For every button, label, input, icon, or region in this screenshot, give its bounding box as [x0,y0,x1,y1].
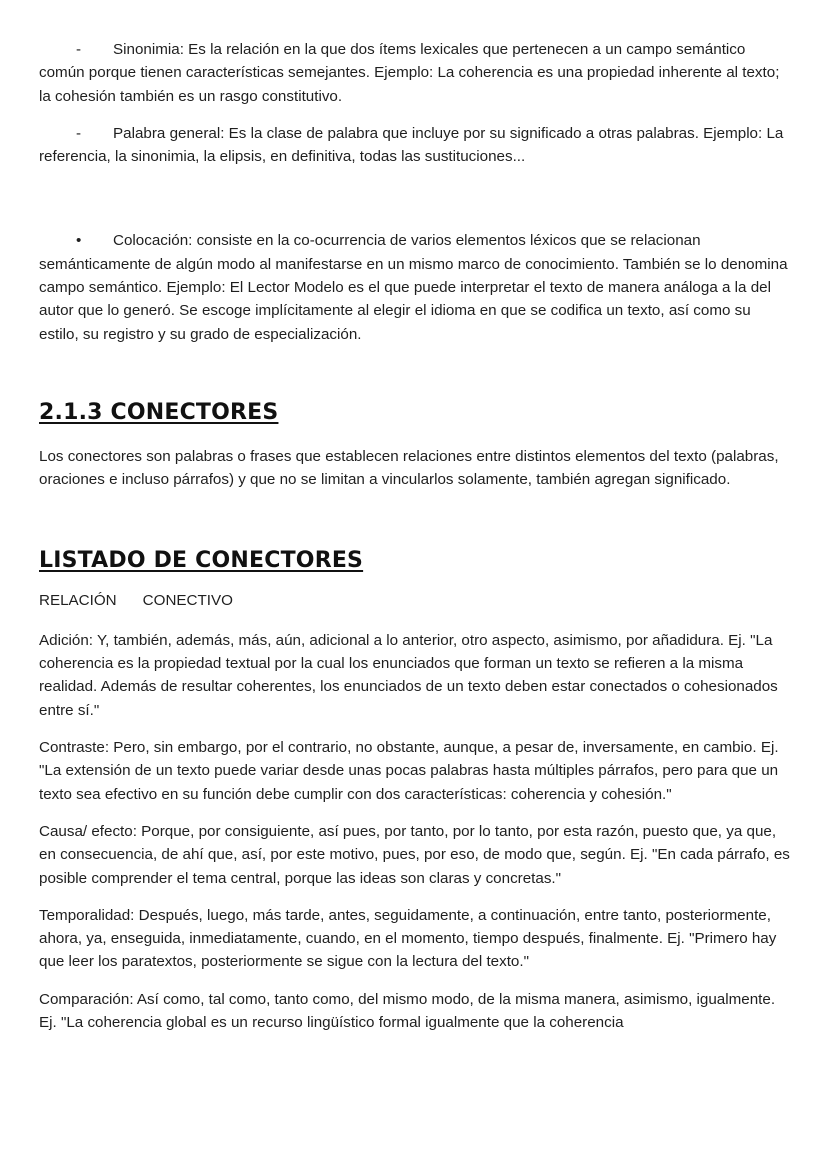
section-heading-conectores: 2.1.3 CONECTORES [39,399,279,425]
connector-entry: Causa/ efecto: Porque, por consiguiente, así pues, por tanto, por lo tanto, por esta razón, puesto que, ya que, en consecuencia, de ahí que, así, por este motivo, pues, por eso, de modo que, según. Ej. "En cada párrafo, es posible comprender el tema central, porque las ideas son claras y concretas." [39,822,790,887]
column-header-relation: RELACIÓN [39,591,117,609]
connector-entry: Contraste: Pero, sin embargo, por el contrario, no obstante, aunque, a pesar de, inversamente, en cambio. Ej. "La extensión de un texto puede variar desde unas pocas palabras hasta múltiples párrafos, pero para que un texto sea efectivo en su función debe cumplir con dos características: coherencia y cohesión." [39,739,779,803]
connector-entry: Temporalidad: Después, luego, más tarde, antes, seguidamente, a continuación, entre tanto, posteriormente, ahora, ya, enseguida, inmediatamente, cuando, en el momento, tiempo después, finalmente. Ej. "Primero hay que leer los paratextos, posteriormente se sigue con la lectura del texto." [39,906,777,971]
section-paragraph: Los conectores son palabras o frases que establecen relaciones entre distintos elementos del texto (palabras, oraciones e incluso párrafos) y que no se limitan a vincularlos solamente, también agregan significado. [39,447,779,489]
connector-entry: Adición: Y, también, además, más, aún, adicional a lo anterior, otro aspecto, asimismo, por añadidura. Ej. "La coherencia es la propiedad textual por la cual los enunciados que forman un texto se refieren a la misma realidad. Además de resultar coherentes, los enunciados de un texto deben estar conectados o cohesionados entre sí." [39,631,778,719]
column-header-connective: CONECTIVO [142,591,233,609]
list-marker: - [76,124,82,142]
connector-entry: Comparación: Así como, tal como, tanto como, del mismo modo, de la misma manera, asimismo, igualmente. Ej. "La coherencia global es un recurso lingüístico formal igualmente que la coherencia [39,990,776,1032]
list-item [39,122,791,169]
list-item-text: Sinonimia: Es la relación en la que dos ítems lexicales que pertenecen a un campo semántico común porque tienen características semejantes. Ejemplo: La coherencia es una propiedad inherente al texto; la cohesión también es un rasgo constitutivo. [39,41,780,105]
list-marker: • [76,232,82,250]
document-page [39,38,791,1034]
list-marker: - [76,41,82,58]
list-item-text: Colocación: consiste en la co-ocurrencia de varios elementos léxicos que se relacionan semánticamente de algún modo al manifestarse en un mismo marco de conocimiento. También se lo denomina campo semántico. Ejemplo: El Lector Modelo es el que puede interpretar el texto de manera análoga a la del autor que lo generó. Se escoge implícitamente al elegir el idioma en que se codifica un texto, así como su estilo, su registro y su grado de especialización. [39,232,788,343]
list-item-text: Palabra general: Es la clase de palabra que incluye por su significado a otras palabras. Ejemplo: La referencia, la sinonimia, la elipsis, en definitiva, todas las sustituciones... [39,124,784,166]
list-item [39,38,791,108]
table-header [39,589,791,612]
section-heading-listado: LISTADO DE CONECTORES [39,547,364,573]
list-item [39,229,791,345]
